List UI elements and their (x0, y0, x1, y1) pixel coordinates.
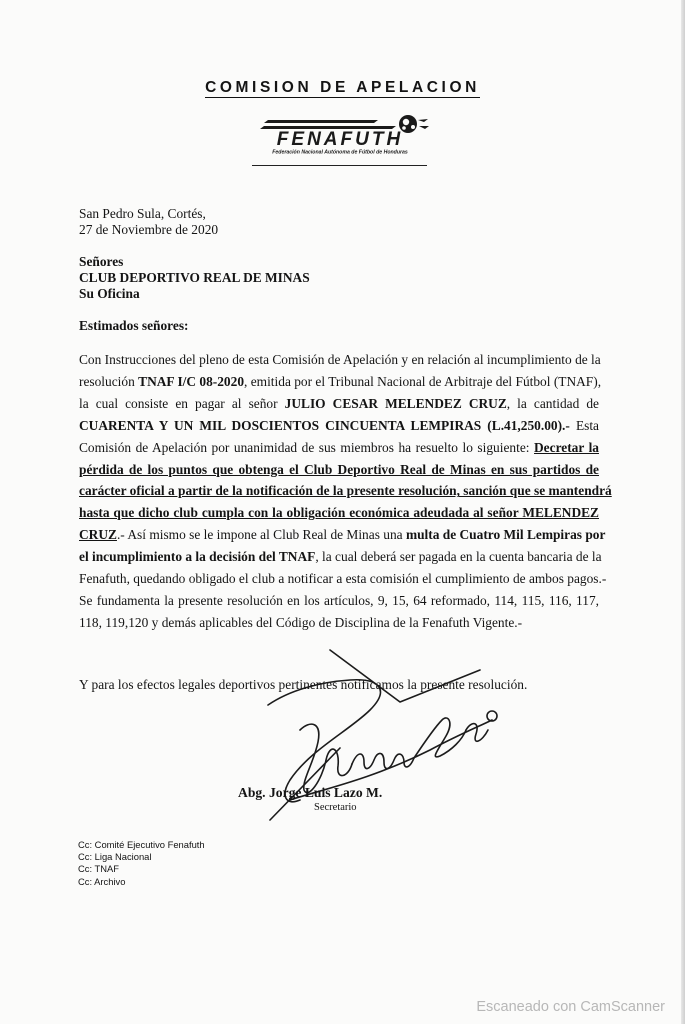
body-line: CRUZ.- Así mismo se le impone al Club Real de Minas una multa de Cuatro Mil Lempiras por (79, 527, 606, 543)
body-line: CUARENTA Y UN MIL DOSCIENTOS CINCUENTA LEMPIRAS (L.41,250.00).- Esta (79, 417, 599, 433)
recipient-office: Su Oficina (79, 286, 140, 301)
cc-item: Cc: TNAF (78, 863, 119, 875)
cc-item: Cc: Archivo (78, 875, 126, 887)
cc-list (78, 839, 205, 888)
body-line: 118, 119,120 y demás aplicables del Código de Disciplina de la Fenafuth Vigente.- (79, 614, 523, 630)
fenafuth-logo (228, 112, 453, 156)
header-divider (252, 165, 427, 166)
closing-line: Y para los efectos legales deportivos pertinentes notificamos la presente resolución. (79, 677, 528, 692)
scanner-watermark: Escaneado con CamScanner (476, 999, 665, 1015)
greeting: Estimados señores: (79, 318, 189, 333)
body-line: hasta que dicho club cumpla con la obligación económica adeudada al señor MELENDEZ (79, 505, 599, 521)
body-line: resolución TNAF I/C 08-2020, emitida por el Tribunal Nacional de Arbitraje del Fútbol (TNAF), (79, 373, 602, 389)
logo-wordmark: FENAFUTH (276, 129, 404, 150)
body-line: Fenafuth, quedando obligado el club a notificar a esta comisión el cumplimiento de ambos pagos.- (79, 571, 607, 587)
resolution-paragraph (79, 349, 612, 634)
body-line: Comisión de Apelación por unanimidad de sus miembros ha resuelto lo siguiente: Decretar la (79, 439, 599, 455)
document-heading: COMISION DE APELACION (205, 79, 480, 96)
body-line: el incumplimiento a la decisión del TNAF, la cual deberá ser pagada en la cuenta bancaria de la (79, 549, 602, 565)
signatory-name: Abg. Jorge Luis Lazo M. (238, 785, 383, 800)
date-line: 27 de Noviembre de 2020 (79, 222, 219, 237)
recipient-club: CLUB DEPORTIVO REAL DE MINAS (79, 270, 310, 285)
cc-item: Cc: Liga Nacional (78, 851, 152, 863)
body-line: Con Instrucciones del pleno de esta Comisión de Apelación y en relación al incumplimiento de la (79, 352, 601, 367)
cc-item: Cc: Comité Ejecutivo Fenafuth (78, 839, 205, 850)
body-line: carácter oficial a partir de la notificación de la presente resolución, sanción que se mantendrá (79, 483, 612, 499)
body-line: Se fundamenta la presente resolución en los artículos, 9, 15, 64 reformado, 114, 115, 116, 117, (79, 592, 599, 608)
body-line: la cual consiste en pagar al señor JULIO CESAR MELENDEZ CRUZ, la cantidad de (79, 395, 599, 411)
signatory-title: Secretario (314, 802, 357, 813)
body-line: pérdida de los puntos que obtenga el Club Deportivo Real de Minas en sus partidos de (79, 461, 599, 477)
logo-subtitle: Federación Nacional Autónoma de Fútbol de Honduras (272, 149, 408, 156)
recipient-salutation: Señores (79, 254, 124, 269)
place-line: San Pedro Sula, Cortés, (79, 206, 206, 221)
